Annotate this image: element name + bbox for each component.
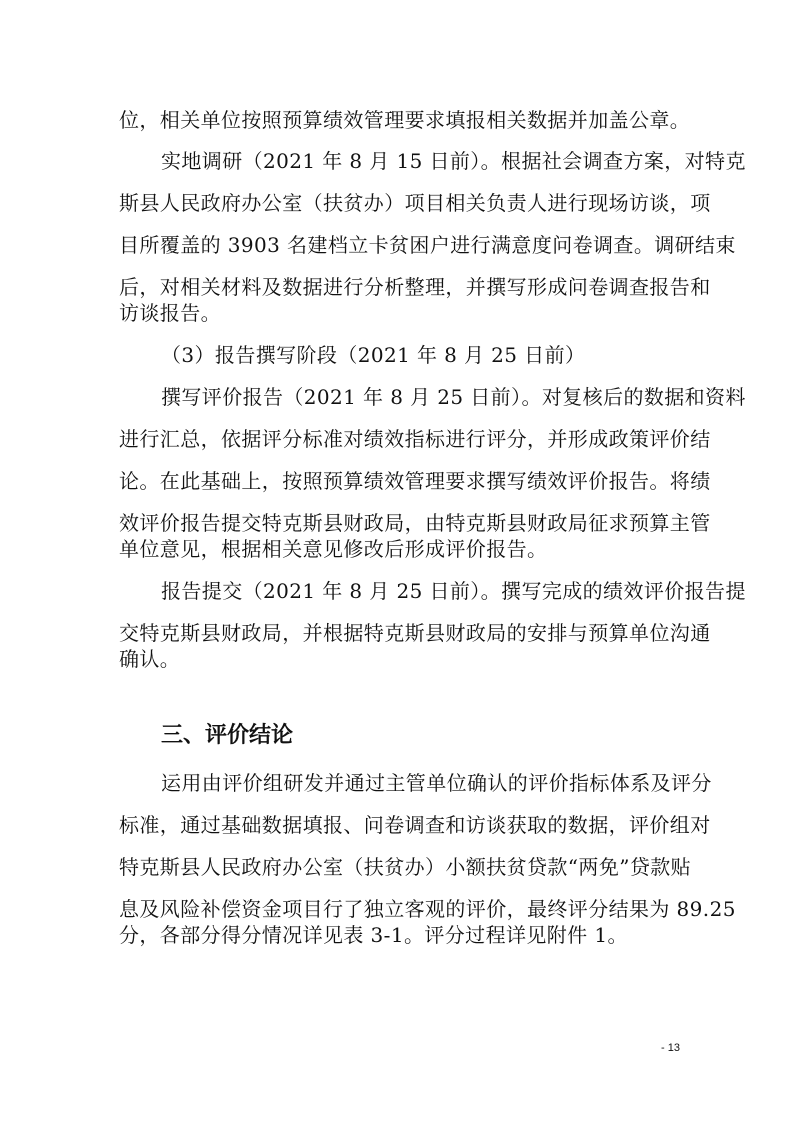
paragraph-line: 报告提交（2021 年 8 月 25 日前）。撰写完成的绩效评价报告提 [161, 579, 746, 603]
paragraph-line: 息及风险补偿资金项目行了独立客观的评价，最终评分结果为 89.25 [119, 897, 736, 921]
paragraph-line: 位，相关单位按照预算绩效管理要求填报相关数据并加盖公章。 [119, 108, 691, 132]
paragraph-line: 确认。 [119, 647, 181, 671]
paragraph-line: 单位意见，根据相关意见修改后形成评价报告。 [119, 537, 548, 561]
paragraph-line: 效评价报告提交特克斯县财政局，由特克斯县财政局征求预算主管 [119, 511, 711, 535]
paragraph-line: 论。在此基础上，按照预算绩效管理要求撰写绩效评价报告。将绩 [119, 469, 711, 493]
paragraph-line: 分，各部分得分情况详见表 3-1。评分过程详见附件 1。 [119, 923, 628, 947]
paragraph-line: 特克斯县人民政府办公室（扶贫办）小额扶贫贷款“两免”贷款贴 [119, 855, 692, 879]
paragraph-line: 目所覆盖的 3903 名建档立卡贫困户进行满意度问卷调查。调研结束 [119, 233, 736, 257]
paragraph-line: 运用由评价组研发并通过主管单位确认的评价指标体系及评分 [161, 771, 712, 795]
paragraph-line: 访谈报告。 [119, 301, 221, 325]
paragraph-line: 进行汇总，依据评分标准对绩效指标进行评分，并形成政策评价结 [119, 427, 711, 451]
paragraph-line: 斯县人民政府办公室（扶贫办）项目相关负责人进行现场访谈，项 [119, 191, 711, 215]
paragraph-line: 交特克斯县财政局，并根据特克斯县财政局的安排与预算单位沟通 [119, 621, 711, 645]
paragraph-line: 标准，通过基础数据填报、问卷调查和访谈获取的数据，评价组对 [119, 813, 711, 837]
page-number: - 13 [661, 1042, 680, 1054]
paragraph-line: 实地调研（2021 年 8 月 15 日前）。根据社会调查方案，对特克 [161, 149, 746, 173]
subsection-title: （3）报告撰写阶段（2021 年 8 月 25 日前） [161, 343, 586, 367]
paragraph-line: 后，对相关材料及数据进行分析整理，并撰写形成问卷调查报告和 [119, 275, 711, 299]
section-heading: 三、评价结论 [161, 723, 294, 748]
paragraph-line: 撰写评价报告（2021 年 8 月 25 日前）。对复核后的数据和资料 [161, 385, 746, 409]
